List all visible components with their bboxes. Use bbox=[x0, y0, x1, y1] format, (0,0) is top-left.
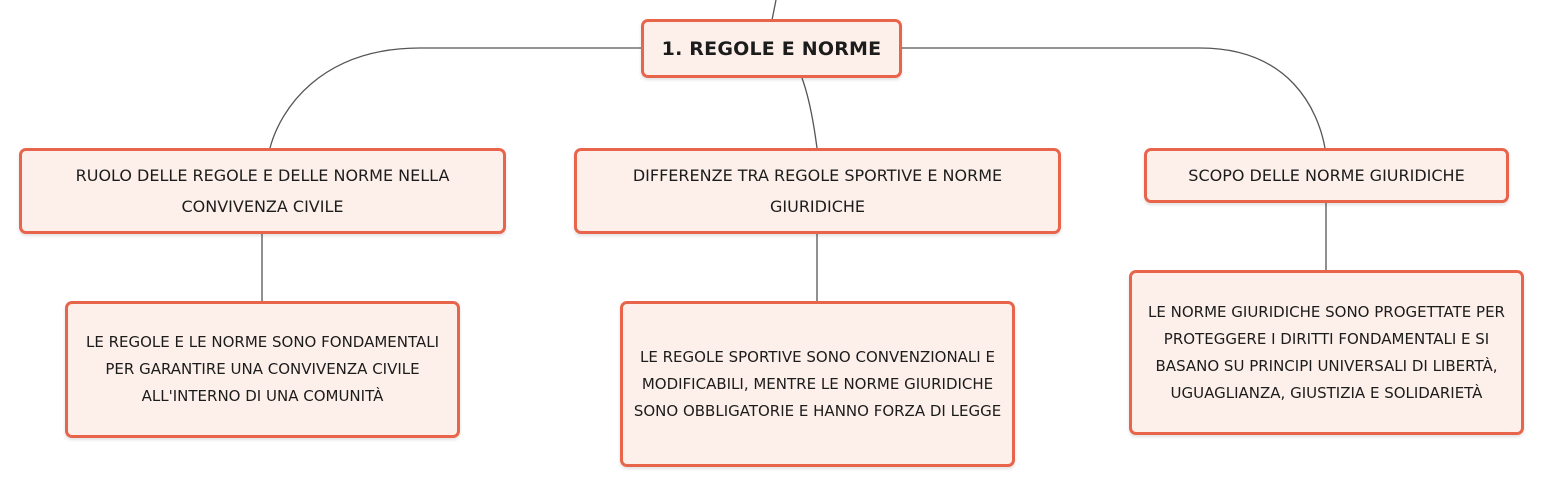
detail-text: LE NORME GIURIDICHE SONO PROGETTATE PER PROTEGGERE I DIRITTI FONDAMENTALI E SI BASANO SU PRINCIPI UNIVERSALI DI LIBERTÀ, UGUAGLIANZA, GIUSTIZIA E SOLIDARIETÀ bbox=[1148, 302, 1505, 402]
topic-scopo-norme[interactable] bbox=[1144, 148, 1509, 203]
root-topic-label: 1. REGOLE E NORME bbox=[661, 37, 882, 60]
topic-label: DIFFERENZE TRA REGOLE SPORTIVE E NORME GIURIDICHE bbox=[632, 166, 1003, 216]
topic-label: SCOPO DELLE NORME GIURIDICHE bbox=[1188, 166, 1465, 185]
detail-text: LE REGOLE SPORTIVE SONO CONVENZIONALI E MODIFICABILI, MENTRE LE NORME GIURIDICHE SONO OBBLIGATORIE E HANNO FORZA DI LEGGE bbox=[633, 347, 1002, 420]
connector-root-topic-3 bbox=[901, 48, 1325, 148]
parent-connector bbox=[772, 0, 776, 20]
topic-label: RUOLO DELLE REGOLE E DELLE NORME NELLA CONVIVENZA CIVILE bbox=[75, 166, 450, 216]
connector-root-topic-1 bbox=[270, 48, 642, 148]
detail-text: LE REGOLE E LE NORME SONO FONDAMENTALI PER GARANTIRE UNA CONVIVENZA CIVILE ALL'INTERNO DI UNA COMUNITÀ bbox=[85, 333, 440, 405]
connector-root-topic-2 bbox=[802, 78, 817, 148]
detail-differenze-regole[interactable] bbox=[620, 301, 1015, 467]
root-topic[interactable] bbox=[641, 19, 902, 78]
detail-ruolo-regole[interactable] bbox=[65, 301, 460, 438]
detail-scopo-norme[interactable] bbox=[1129, 270, 1524, 435]
topic-differenze-regole[interactable] bbox=[574, 148, 1061, 234]
topic-ruolo-regole[interactable] bbox=[19, 148, 506, 234]
